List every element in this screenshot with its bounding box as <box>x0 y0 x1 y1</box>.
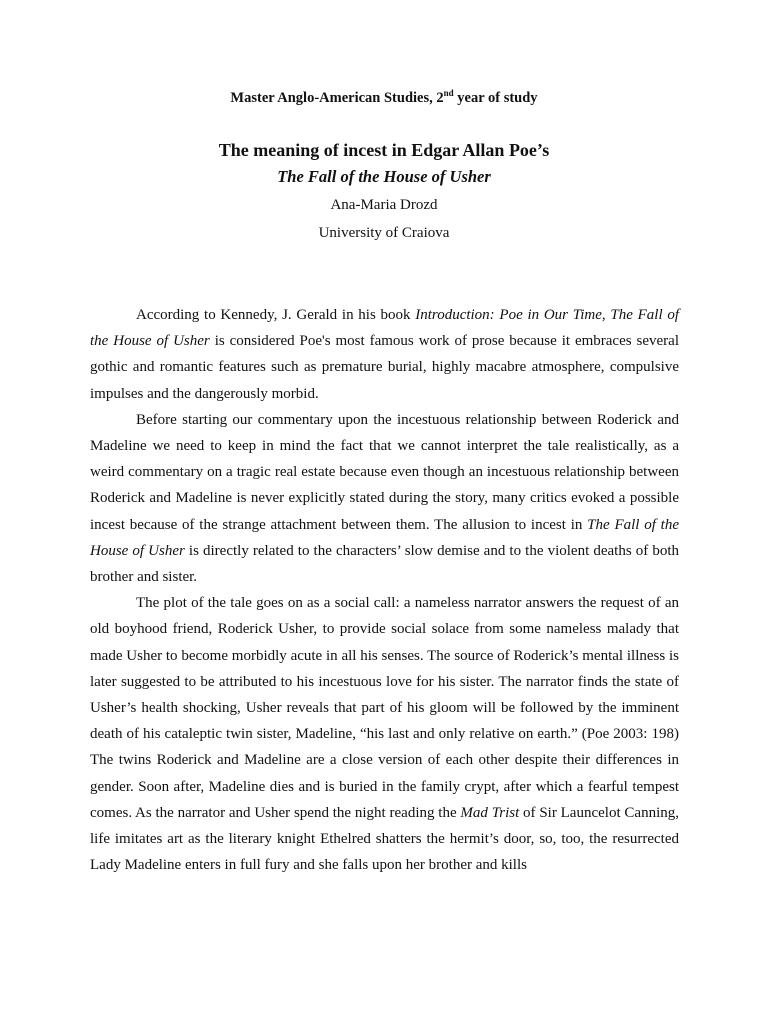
p1-book-title: Introduction: Poe in Our Time <box>415 307 602 323</box>
p2-work-title: The Fall of the House of Usher <box>90 516 679 559</box>
p1-text-c: is considered Poe's most famous work of prose because it embraces several gothic and romantic features such as premature burial, highly macabre atmosphere, compulsive impulses and the dangerously morbid. <box>90 333 679 402</box>
course-text: Master Anglo-American Studies, 2 <box>230 90 444 106</box>
course-line <box>0 88 768 108</box>
paragraph-3 <box>90 590 679 878</box>
p1-work-title: The Fall of the House of Usher <box>90 307 679 350</box>
paper-title: The meaning of incest in Edgar Allan Poe’s <box>218 140 550 160</box>
p3-work-title: Mad Trist <box>460 804 520 821</box>
paragraph-2 <box>90 407 679 590</box>
p2-text-a: Before starting our commentary upon the incestuous relationship between Roderick and Madeline we need to keep in mind the fact that we cannot interpret the tale realistically, as a weird commentary on a tragic real estate because even though an incestuous relationship between Roderick and Madeline is never explicitly stated during the story, many critics evoked a possible incest because of the strange attachment between them. The allusion to incest in <box>90 411 679 533</box>
p3-text-a: The plot of the tale goes on as a social call: a nameless narrator answers the request of an old boyhood friend, Roderick Usher, to provide social solace from some nameless malady that made Usher to become morbidly acute in all his senses. The source of Roderick’s mental illness is later suggested to be attributed to his incestuous love for his sister. The narrator finds the state of Usher’s health shocking, Usher reveals that part of his gloom will be followed by the imminent death of his cataleptic twin sister, Madeline, “his last and only relative on earth.” (Poe 2003: 198) The twins Roderick and Madeline are a close version of each other despite their differences in gender. Soon after, Madeline dies and is buried in the family crypt, after which a fearful tempest comes. As the narrator and Usher spend the night reading the <box>90 595 679 821</box>
author-affiliation: University of Craiova <box>318 225 450 241</box>
p3-text-b: of Sir Launcelot Canning, life imitates art as the literary knight Ethelred shatters the hermit’s door, so, too, the resurrected Lady Madeline enters in full fury and she falls upon her brother and kills <box>90 804 679 874</box>
p1-text-b: , <box>601 307 611 323</box>
author-name: Ana-Maria Drozd <box>330 197 438 213</box>
course-text-end: year of study <box>453 90 538 106</box>
p2-text-b: is directly related to the characters’ slow demise and to the violent deaths of both brother and sister. <box>90 542 679 586</box>
paper-subtitle: The Fall of the House of Usher <box>277 167 491 186</box>
paper-body <box>90 302 679 878</box>
paper-header <box>0 88 768 245</box>
p1-text-a: According to Kennedy, J. Gerald in his book <box>136 307 416 323</box>
paragraph-1 <box>90 302 679 407</box>
course-superscript: nd <box>443 88 454 99</box>
